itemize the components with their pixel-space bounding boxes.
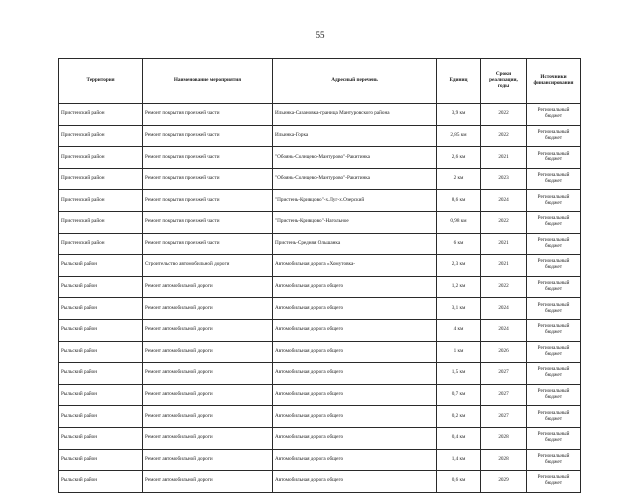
cell-territory: Пристенский район [59, 147, 143, 169]
cell-measure: Ремонт автомобильной дороги [143, 384, 273, 406]
cell-address: Ильинка-Горка [273, 125, 437, 147]
cell-units: 1,2 км [437, 276, 481, 298]
cell-measure: Ремонт покрытия проезжей части [143, 233, 273, 255]
cell-address: Автомобильная дорога общего [273, 471, 437, 493]
table-header-row [59, 59, 581, 104]
table-row [59, 319, 581, 341]
cell-measure: Ремонт автомобильной дороги [143, 276, 273, 298]
page-number: 55 [315, 30, 325, 40]
cell-measure: Ремонт автомобильной дороги [143, 427, 273, 449]
cell-territory: Пристенский район [59, 233, 143, 255]
cell-address: Автомобильная дорога общего [273, 406, 437, 428]
cell-year: 2029 [481, 471, 527, 493]
table-body [59, 104, 581, 493]
table-row [59, 104, 581, 126]
cell-funding: Региональный бюджет [527, 233, 581, 255]
cell-territory: Пристенский район [59, 190, 143, 212]
cell-year: 2022 [481, 211, 527, 233]
table-row [59, 298, 581, 320]
cell-units: 3,9 км [437, 104, 481, 126]
cell-measure: Ремонт автомобильной дороги [143, 363, 273, 385]
cell-measure: Ремонт автомобильной дороги [143, 298, 273, 320]
cell-address: Автомобильная дорога общего [273, 363, 437, 385]
cell-territory: Пристенский район [59, 168, 143, 190]
cell-funding: Региональный бюджет [527, 471, 581, 493]
cell-units: 4 км [437, 319, 481, 341]
table-row [59, 449, 581, 471]
cell-units: 1 км [437, 341, 481, 363]
header-units: Единиц [437, 59, 481, 104]
cell-territory: Рыльский район [59, 298, 143, 320]
cell-measure: Ремонт покрытия проезжей части [143, 211, 273, 233]
cell-year: 2027 [481, 384, 527, 406]
cell-units: 2,85 км [437, 125, 481, 147]
cell-territory: Рыльский район [59, 319, 143, 341]
cell-year: 2021 [481, 147, 527, 169]
table-row [59, 427, 581, 449]
cell-year: 2024 [481, 190, 527, 212]
cell-units: 0,98 км [437, 211, 481, 233]
cell-territory: Рыльский район [59, 449, 143, 471]
cell-units: 2,3 км [437, 255, 481, 277]
cell-address: Автомобильная дорога общего [273, 341, 437, 363]
cell-funding: Региональный бюджет [527, 449, 581, 471]
cell-measure: Ремонт автомобильной дороги [143, 449, 273, 471]
cell-funding: Региональный бюджет [527, 319, 581, 341]
cell-funding: Региональный бюджет [527, 276, 581, 298]
cell-territory: Рыльский район [59, 427, 143, 449]
cell-address: "Обоянь-Солнцево-Мантурово"-Ракитинка [273, 147, 437, 169]
cell-address: Пристень-Средняя Ольшанка [273, 233, 437, 255]
cell-year: 2021 [481, 255, 527, 277]
cell-year: 2023 [481, 168, 527, 190]
header-funding: Источники финансирования [527, 59, 581, 104]
header-address: Адресный перечень [273, 59, 437, 104]
cell-measure: Ремонт покрытия проезжей части [143, 147, 273, 169]
cell-funding: Региональный бюджет [527, 427, 581, 449]
table-row [59, 384, 581, 406]
cell-address: "Пристень-Кривцово"-Нагольное [273, 211, 437, 233]
cell-units: 0,6 км [437, 471, 481, 493]
cell-address: Автомобильная дорога общего [273, 384, 437, 406]
cell-funding: Региональный бюджет [527, 384, 581, 406]
cell-territory: Рыльский район [59, 471, 143, 493]
cell-year: 2024 [481, 319, 527, 341]
cell-address: "Пристень-Кривцово"-х.Луг-х.Озерский [273, 190, 437, 212]
header-territory: Территория [59, 59, 143, 104]
cell-address: Автомобильная дорога общего [273, 427, 437, 449]
cell-measure: Ремонт покрытия проезжей части [143, 168, 273, 190]
cell-year: 2021 [481, 233, 527, 255]
cell-measure: Ремонт автомобильной дороги [143, 471, 273, 493]
cell-measure: Ремонт автомобильной дороги [143, 341, 273, 363]
cell-units: 0,7 км [437, 384, 481, 406]
cell-measure: Ремонт покрытия проезжей части [143, 190, 273, 212]
cell-funding: Региональный бюджет [527, 190, 581, 212]
cell-funding: Региональный бюджет [527, 406, 581, 428]
cell-funding: Региональный бюджет [527, 147, 581, 169]
cell-funding: Региональный бюджет [527, 341, 581, 363]
cell-funding: Региональный бюджет [527, 255, 581, 277]
roads-table [58, 58, 581, 493]
table-row [59, 406, 581, 428]
cell-funding: Региональный бюджет [527, 125, 581, 147]
table-row [59, 276, 581, 298]
cell-year: 2024 [481, 298, 527, 320]
cell-units: 0,2 км [437, 406, 481, 428]
cell-year: 2028 [481, 427, 527, 449]
cell-address: "Обоянь-Солнцево-Мантурово"-Ракитинка [273, 168, 437, 190]
cell-territory: Пристенский район [59, 125, 143, 147]
cell-units: 2,6 км [437, 147, 481, 169]
table-row [59, 363, 581, 385]
cell-units: 6 км [437, 233, 481, 255]
cell-funding: Региональный бюджет [527, 211, 581, 233]
cell-funding: Региональный бюджет [527, 298, 581, 320]
table-row [59, 233, 581, 255]
cell-territory: Пристенский район [59, 211, 143, 233]
cell-funding: Региональный бюджет [527, 363, 581, 385]
cell-year: 2028 [481, 449, 527, 471]
cell-territory: Рыльский район [59, 341, 143, 363]
cell-territory: Рыльский район [59, 276, 143, 298]
table-row [59, 255, 581, 277]
cell-territory: Пристенский район [59, 104, 143, 126]
header-years: Сроки реализации, годы [481, 59, 527, 104]
table-row [59, 211, 581, 233]
cell-units: 3,1 км [437, 298, 481, 320]
cell-address: Автомобильная дорога «Хомутовка- [273, 255, 437, 277]
cell-address: Автомобильная дорога общего [273, 276, 437, 298]
cell-units: 0,4 км [437, 427, 481, 449]
cell-territory: Рыльский район [59, 363, 143, 385]
cell-units: 1,5 км [437, 363, 481, 385]
cell-year: 2022 [481, 276, 527, 298]
table-row [59, 147, 581, 169]
cell-territory: Рыльский район [59, 406, 143, 428]
cell-address: Автомобильная дорога общего [273, 319, 437, 341]
cell-funding: Региональный бюджет [527, 104, 581, 126]
cell-funding: Региональный бюджет [527, 168, 581, 190]
header-measure: Наименование мероприятия [143, 59, 273, 104]
table-row [59, 168, 581, 190]
cell-measure: Строительство автомобильной дороги [143, 255, 273, 277]
cell-address: Автомобильная дорога общего [273, 298, 437, 320]
table-row [59, 190, 581, 212]
cell-measure: Ремонт автомобильной дороги [143, 319, 273, 341]
table-row [59, 471, 581, 493]
cell-year: 2027 [481, 363, 527, 385]
cell-territory: Рыльский район [59, 255, 143, 277]
table-row [59, 125, 581, 147]
cell-measure: Ремонт покрытия проезжей части [143, 125, 273, 147]
cell-year: 2022 [481, 125, 527, 147]
cell-measure: Ремонт автомобильной дороги [143, 406, 273, 428]
cell-units: 2 км [437, 168, 481, 190]
cell-year: 2027 [481, 406, 527, 428]
cell-units: 1,4 км [437, 449, 481, 471]
cell-year: 2026 [481, 341, 527, 363]
cell-address: Автомобильная дорога общего [273, 449, 437, 471]
table-row [59, 341, 581, 363]
cell-address: Ильинка-Сазановка-граница Мантуровского района [273, 104, 437, 126]
cell-measure: Ремонт покрытия проезжей части [143, 104, 273, 126]
cell-year: 2022 [481, 104, 527, 126]
cell-territory: Рыльский район [59, 384, 143, 406]
cell-units: 8,6 км [437, 190, 481, 212]
